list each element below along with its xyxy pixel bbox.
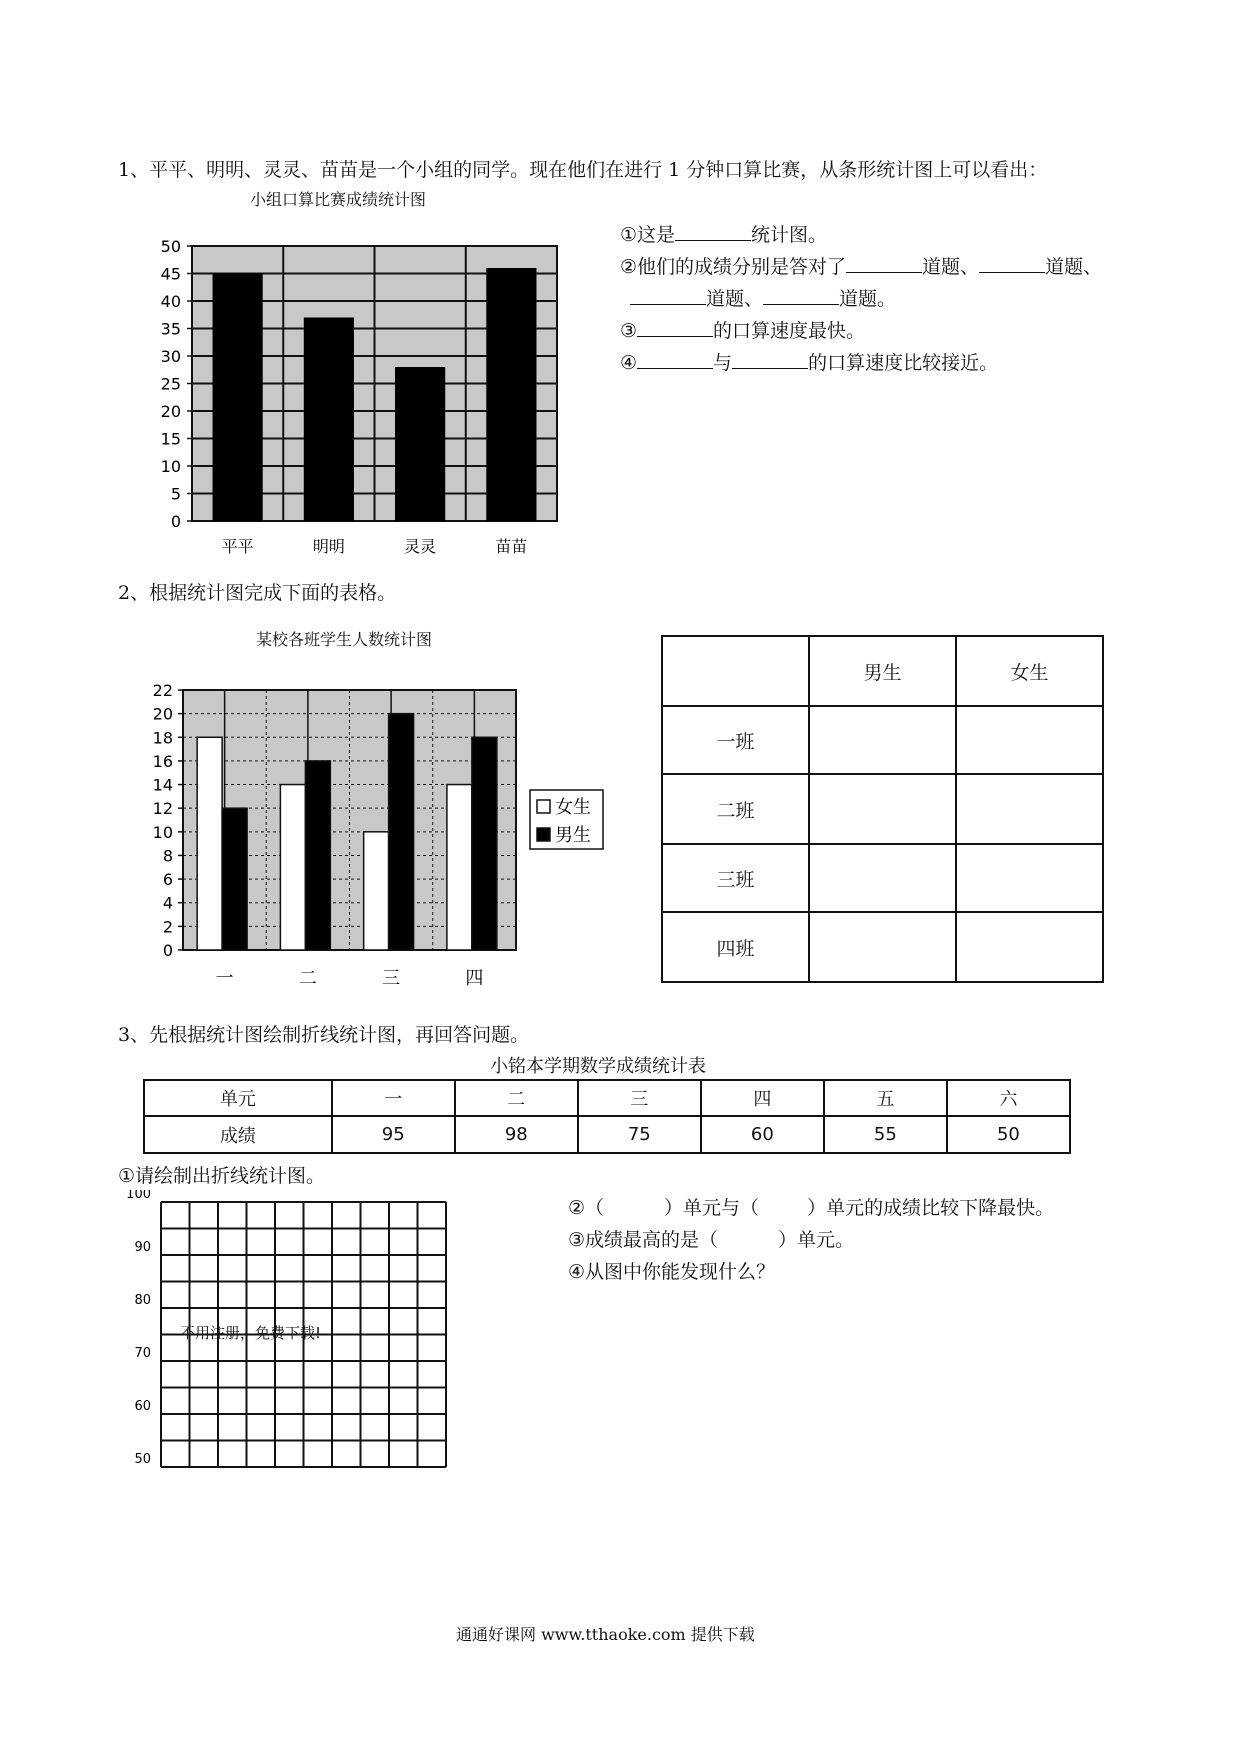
answer-cell[interactable] <box>956 774 1103 844</box>
score-table-cell: 60 <box>701 1116 824 1153</box>
score-table-cell: 75 <box>578 1116 701 1153</box>
score-table-cell: 95 <box>332 1116 455 1153</box>
y-tick-label: 0 <box>162 941 173 960</box>
y-tick-label: 10 <box>160 457 181 476</box>
y-tick-label: 6 <box>162 870 173 890</box>
y-tick-label: 45 <box>160 264 181 284</box>
answer-cell[interactable] <box>809 774 956 844</box>
question-2-title: 2、根据统计图完成下面的表格。 <box>118 582 397 604</box>
y-tick-label: 40 <box>160 292 181 311</box>
y-tick-label: 20 <box>160 402 181 421</box>
q1-line-e: ④ 与 的口算速度比较接近。 <box>620 348 998 375</box>
answer-cell[interactable] <box>956 706 1103 774</box>
y-tick-label: 35 <box>160 319 181 339</box>
legend-label: 男生 <box>555 825 591 846</box>
score-table-cell: 单元 <box>144 1080 332 1116</box>
table-row-label: 一班 <box>662 706 809 774</box>
legend-swatch <box>537 800 550 813</box>
y-axis-label: 50 <box>134 1452 151 1467</box>
table-row-label: 四班 <box>662 912 809 982</box>
q3-question-4: ④从图中你能发现什么？ <box>568 1261 776 1283</box>
question-1-title: 1、平平、明明、灵灵、苗苗是一个小组的同学。现在他们在进行 1 分钟口算比赛，从条形统计图上可以看出： <box>118 159 1048 181</box>
bar-female <box>447 785 472 950</box>
answer-cell[interactable] <box>809 844 956 912</box>
q1-line-c: 道题、 道题。 <box>630 284 896 311</box>
x-tick-label: 灵灵 <box>404 537 437 556</box>
chart2-title: 某校各班学生人数统计图 <box>256 630 433 649</box>
y-tick-label: 14 <box>152 775 173 795</box>
chart1-title: 小组口算比赛成绩统计图 <box>250 190 427 209</box>
score-table-title: 小铭本学期数学成绩统计表 <box>490 1056 706 1077</box>
score-table <box>143 1079 1071 1154</box>
x-tick-label: 明明 <box>312 537 345 556</box>
y-tick-label: 4 <box>162 893 173 913</box>
answer-blank[interactable] <box>763 285 839 305</box>
table-header-cell: 女生 <box>956 636 1103 706</box>
answer-blank[interactable] <box>732 349 808 369</box>
table-row-label: 三班 <box>662 844 809 912</box>
y-tick-label: 5 <box>170 484 181 504</box>
class-table <box>661 635 1104 983</box>
bar-female <box>280 785 305 950</box>
bar <box>213 274 263 522</box>
answer-cell[interactable] <box>809 706 956 774</box>
y-tick-label: 2 <box>162 917 173 937</box>
legend-label: 女生 <box>555 797 591 818</box>
answer-cell[interactable] <box>956 912 1103 982</box>
table-row-label: 二班 <box>662 774 809 844</box>
table-header-cell: 男生 <box>809 636 956 706</box>
x-tick-label: 四 <box>465 968 484 989</box>
x-tick-label: 三 <box>382 968 401 989</box>
bar <box>486 268 536 521</box>
score-table-cell: 55 <box>824 1116 947 1153</box>
answer-blank[interactable] <box>630 285 706 305</box>
q3-question-2: ②（ ）单元与（ ）单元的成绩比较下降最快。 <box>568 1197 1055 1219</box>
bar-male <box>472 737 497 950</box>
score-table-cell: 50 <box>947 1116 1070 1153</box>
bar-chart-score <box>140 230 580 570</box>
bar <box>304 318 354 522</box>
y-axis-label: 80 <box>134 1293 151 1308</box>
y-tick-label: 18 <box>152 728 173 748</box>
score-table-cell: 六 <box>947 1080 1070 1116</box>
table-header-cell <box>662 636 809 706</box>
y-tick-label: 25 <box>160 374 181 394</box>
x-tick-label: 一 <box>215 968 234 989</box>
answer-cell[interactable] <box>809 912 956 982</box>
footer-text: 通通好课网 www.tthaoke.com 提供下载 <box>456 1625 755 1644</box>
legend-swatch <box>537 828 550 841</box>
bar-female <box>364 832 389 950</box>
y-tick-label: 30 <box>160 347 181 366</box>
score-table-cell: 三 <box>578 1080 701 1116</box>
y-tick-label: 50 <box>160 237 181 256</box>
bar-male <box>222 808 247 950</box>
bar-male <box>389 714 414 950</box>
answer-blank[interactable] <box>675 221 751 241</box>
answer-blank[interactable] <box>979 253 1045 273</box>
score-table-cell: 四 <box>701 1080 824 1116</box>
y-axis-label: 70 <box>134 1346 151 1361</box>
y-tick-label: 12 <box>152 799 173 819</box>
y-tick-label: 0 <box>170 512 181 531</box>
x-tick-label: 二 <box>298 968 317 989</box>
y-tick-label: 10 <box>152 822 173 842</box>
y-axis-label: 60 <box>134 1399 151 1414</box>
score-table-cell: 五 <box>824 1080 947 1116</box>
bar-female <box>197 737 222 950</box>
score-table-cell: 一 <box>332 1080 455 1116</box>
y-axis-label: 100 <box>126 1190 151 1202</box>
y-tick-label: 8 <box>162 846 173 866</box>
answer-cell[interactable] <box>956 844 1103 912</box>
x-tick-label: 苗苗 <box>495 537 528 556</box>
score-table-cell: 成绩 <box>144 1116 332 1153</box>
answer-blank[interactable] <box>637 317 713 337</box>
score-table-cell: 二 <box>455 1080 578 1116</box>
y-tick-label: 15 <box>160 429 181 449</box>
bar-male <box>305 761 330 950</box>
bar <box>395 367 445 521</box>
question-3-title: 3、先根据统计图绘制折线统计图，再回答问题。 <box>118 1024 530 1046</box>
bar-chart-class-count <box>130 680 610 1000</box>
answer-blank[interactable] <box>637 349 713 369</box>
x-tick-label: 平平 <box>221 537 254 556</box>
q1-line-b: ②他们的成绩分别是答对了 道题、 道题、 <box>620 252 1102 279</box>
q3-sub1: ①请绘制出折线统计图。 <box>118 1165 326 1187</box>
y-axis-label: 90 <box>134 1240 151 1255</box>
q1-line-a: ①这是 统计图。 <box>620 220 827 247</box>
q1-line-d: ③ 的口算速度最快。 <box>620 316 865 343</box>
watermark-text: 不用注册，免费下载! <box>180 1324 322 1342</box>
y-tick-label: 16 <box>152 751 173 771</box>
score-table-cell: 98 <box>455 1116 578 1153</box>
y-tick-label: 22 <box>152 681 173 700</box>
answer-blank[interactable] <box>846 253 922 273</box>
y-tick-label: 20 <box>152 704 173 724</box>
q3-question-3: ③成绩最高的是（ ）单元。 <box>568 1229 855 1251</box>
